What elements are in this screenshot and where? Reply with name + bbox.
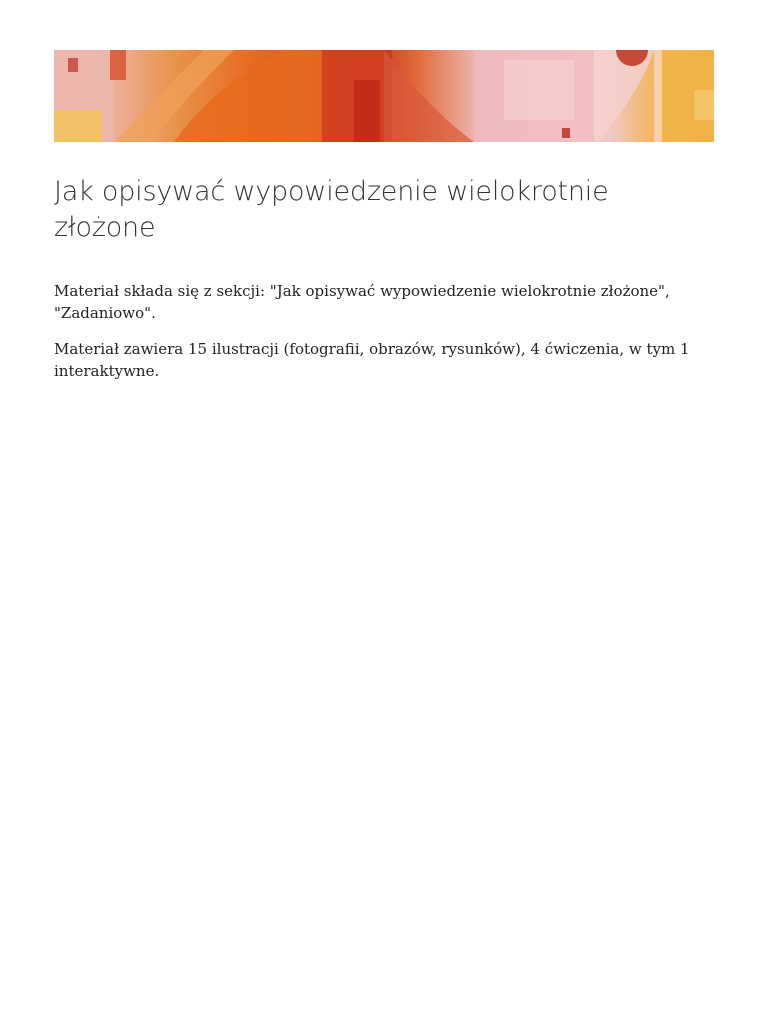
page-title: Jak opisywać wypowiedzenie wielokrotnie złożone	[54, 176, 609, 243]
banner-image	[54, 50, 714, 142]
contents-description: Materiał zawiera 15 ilustracji (fotografii, obrazów, rysunków), 4 ćwiczenia, w tym 1 interaktywne.	[54, 340, 690, 380]
sections-description: Materiał składa się z sekcji: "Jak opisywać wypowiedzenie wielokrotnie złożone", "Zadaniowo".	[54, 282, 670, 322]
abstract-painting-illustration	[54, 50, 714, 142]
